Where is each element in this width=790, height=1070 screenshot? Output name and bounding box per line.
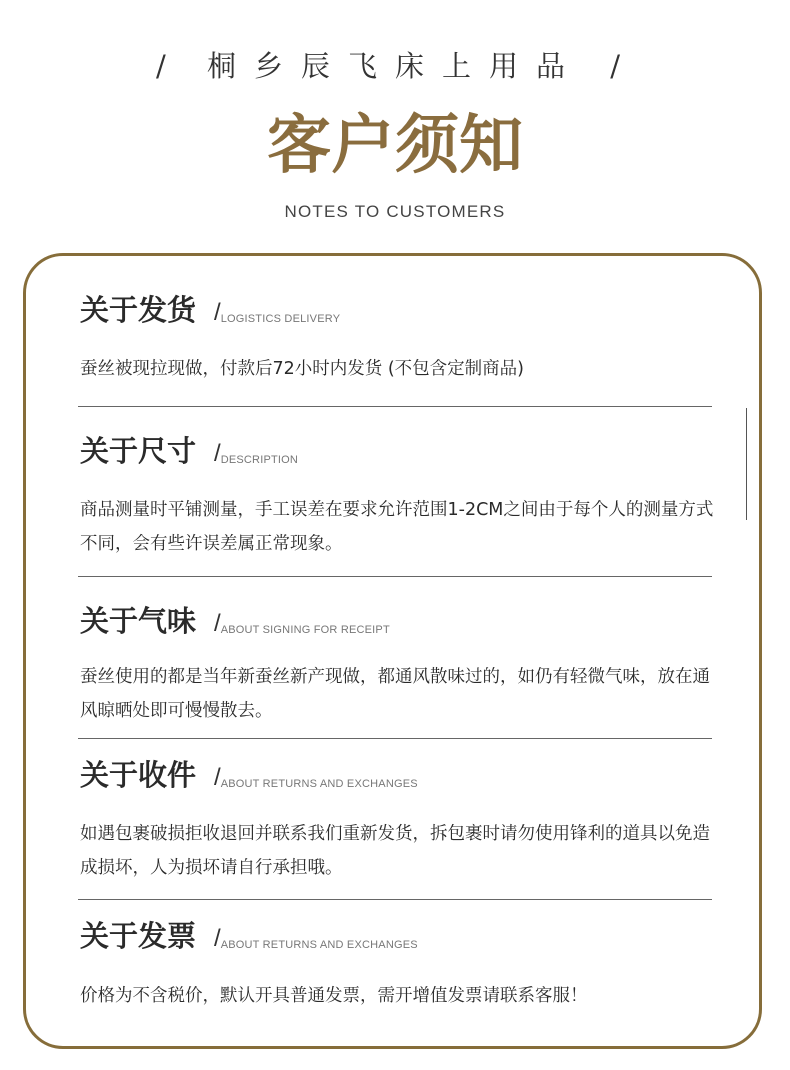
section-slash: / bbox=[214, 440, 221, 467]
section-heading bbox=[80, 431, 298, 471]
section-title: 关于气味 bbox=[80, 604, 197, 638]
section-title: 关于尺寸 bbox=[80, 434, 197, 468]
section-english-label: ABOUT SIGNING FOR RECEIPT bbox=[220, 624, 390, 636]
divider bbox=[78, 576, 712, 577]
divider bbox=[78, 738, 712, 739]
scrollbar-indicator bbox=[746, 408, 747, 520]
divider bbox=[78, 406, 712, 407]
section-english-label: ABOUT RETURNS AND EXCHANGES bbox=[220, 778, 418, 790]
section-heading bbox=[80, 916, 418, 956]
brand-slash-left: / bbox=[155, 49, 180, 83]
section-title: 关于发货 bbox=[80, 293, 197, 327]
section-english-label: LOGISTICS DELIVERY bbox=[220, 313, 341, 325]
section-slash: / bbox=[214, 299, 221, 326]
section-heading bbox=[80, 290, 340, 330]
divider bbox=[78, 899, 712, 900]
section-body: 蚕丝使用的都是当年新蚕丝新产现做，都通风散味过的，如仍有轻微气味，放在通风晾晒处即可慢慢散去。 bbox=[80, 667, 710, 721]
section-body: 商品测量时平铺测量，手工误差在要求允许范围1-2CM之间由于每个人的测量方式不同，会有些许误差属正常现象。 bbox=[80, 500, 714, 554]
section-english-label: DESCRIPTION bbox=[220, 454, 299, 466]
section-body: 价格为不含税价，默认开具普通发票，需开增值发票请联系客服！ bbox=[80, 986, 588, 1006]
section-english-label: ABOUT RETURNS AND EXCHANGES bbox=[220, 939, 418, 951]
section-slash: / bbox=[214, 610, 221, 637]
section-heading bbox=[80, 601, 390, 641]
section-body: 如遇包裹破损拒收退回并联系我们重新发货，拆包裹时请勿使用锋利的道具以免造成损坏，人为损坏请自行承担哦。 bbox=[80, 824, 710, 878]
section-title: 关于收件 bbox=[80, 758, 197, 792]
page-subtitle: NOTES TO CUSTOMERS bbox=[284, 202, 506, 221]
section-slash: / bbox=[214, 925, 221, 952]
brand-name: 桐乡辰飞床上用品 bbox=[206, 49, 583, 83]
section-slash: / bbox=[214, 764, 221, 791]
page-title: 客户须知 bbox=[267, 108, 523, 183]
brand-line bbox=[0, 46, 790, 86]
section-body: 蚕丝被现拉现做，付款后72小时内发货 (不包含定制商品) bbox=[80, 359, 524, 379]
brand-slash-right: / bbox=[610, 49, 634, 83]
section-heading bbox=[80, 755, 418, 795]
section-title: 关于发票 bbox=[80, 919, 197, 953]
